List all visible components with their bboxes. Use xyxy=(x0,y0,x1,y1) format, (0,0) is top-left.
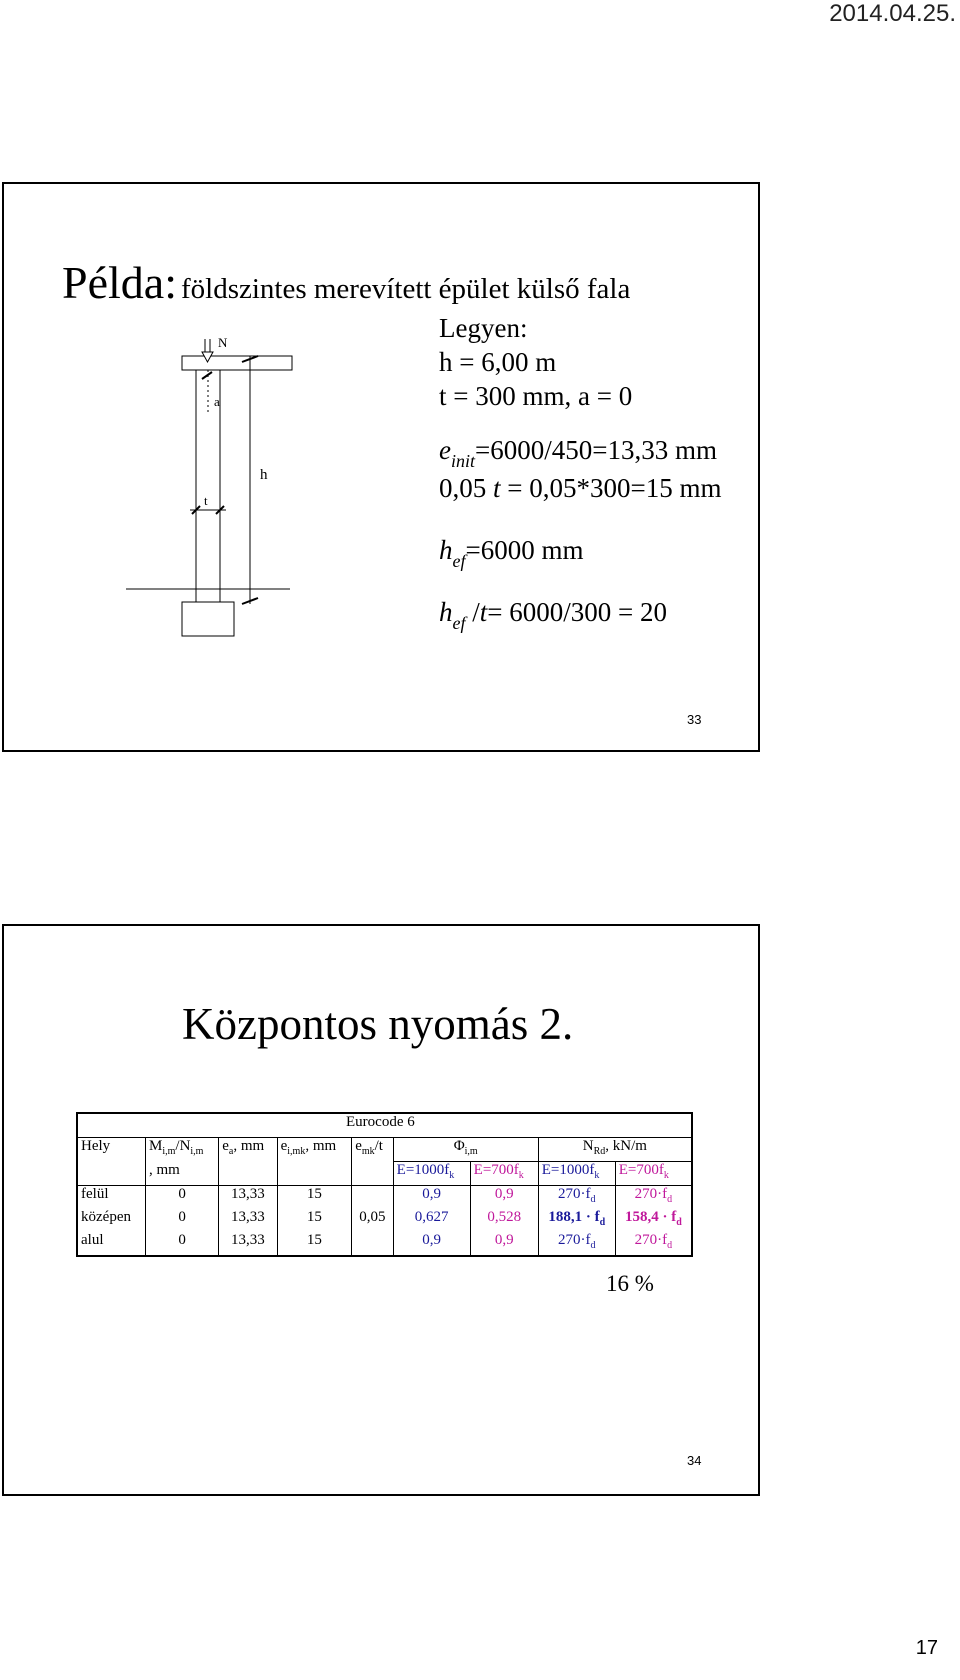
given-hef: $h_{ef}=6000$ mm xyxy=(439,535,584,571)
table-row: alul 0 13,33 15 0,9 0,9 $270\cdot f_d$ $270\cdot f_d$ xyxy=(77,1232,692,1256)
percent-note: 16 % xyxy=(606,1271,654,1296)
slide-33 xyxy=(2,182,760,752)
table-group-row xyxy=(77,1113,692,1138)
col-phi: $\Phi_{i,m}$ xyxy=(393,1138,538,1162)
table-header-row xyxy=(77,1138,692,1162)
foundation xyxy=(182,602,234,636)
slide-title: Központos nyomás 2. xyxy=(182,999,574,1049)
col-nrd: $N_{Rd}$, kN/m xyxy=(538,1138,692,1162)
page-number: 17 xyxy=(915,1637,938,1659)
slide-number: 34 xyxy=(687,1453,702,1468)
title-sub: földszintes merevített épület külső fala xyxy=(180,273,631,305)
given-h: h = 6,00 m xyxy=(439,347,557,377)
label-t: t xyxy=(204,493,208,508)
table-row: középen 0 13,33 15 0,05 0,627 0,528 $188,1 \cdot f_d$ $158,4 \cdot f_d$ xyxy=(77,1209,692,1232)
col-ea: $e_a$, mm xyxy=(219,1138,277,1186)
given-t: t = 300 mm, a = 0 xyxy=(439,381,633,411)
header-date: 2014.04.25. xyxy=(829,0,956,27)
sub-nrd-e1000: $E=1000f_k$ xyxy=(538,1162,615,1186)
given-ratio: $h_{ef}$ /t= 6000/300 = 20 xyxy=(439,597,667,633)
label-N: N xyxy=(218,335,228,350)
eurocode-table xyxy=(76,1112,693,1257)
given-005t: 0,05 t = 0,05*300=15 mm xyxy=(439,473,722,503)
given-einit: $e_{init}=6000/450=13,33$ mm xyxy=(439,435,717,471)
sub-phi-e700: $E=700f_k$ xyxy=(470,1162,538,1186)
label-h: h xyxy=(260,467,268,483)
title-main: Példa: xyxy=(62,257,177,308)
slide-34 xyxy=(2,924,760,1496)
label-a: a xyxy=(214,394,220,409)
given-heading: Legyen: xyxy=(439,313,528,343)
group-header: Eurocode 6 xyxy=(146,1113,616,1138)
col-emk: $e_{mk}/t$ xyxy=(352,1138,393,1186)
col-m-unit: , mm xyxy=(146,1162,219,1186)
slide-number: 33 xyxy=(687,712,702,727)
sub-nrd-e700: $E=700f_k$ xyxy=(615,1162,692,1186)
table-row: felül 0 13,33 15 0,9 0,9 $270\cdot f_d$ $270\cdot f_d$ xyxy=(77,1186,692,1210)
col-eimk: $e_{i,mk}$, mm xyxy=(277,1138,352,1186)
col-hely: Hely xyxy=(77,1138,146,1186)
sub-phi-e1000: $E=1000f_k$ xyxy=(393,1162,470,1186)
col-m: $M_{i,m}/N_{i,m}$ xyxy=(146,1138,219,1162)
top-slab xyxy=(182,356,292,370)
